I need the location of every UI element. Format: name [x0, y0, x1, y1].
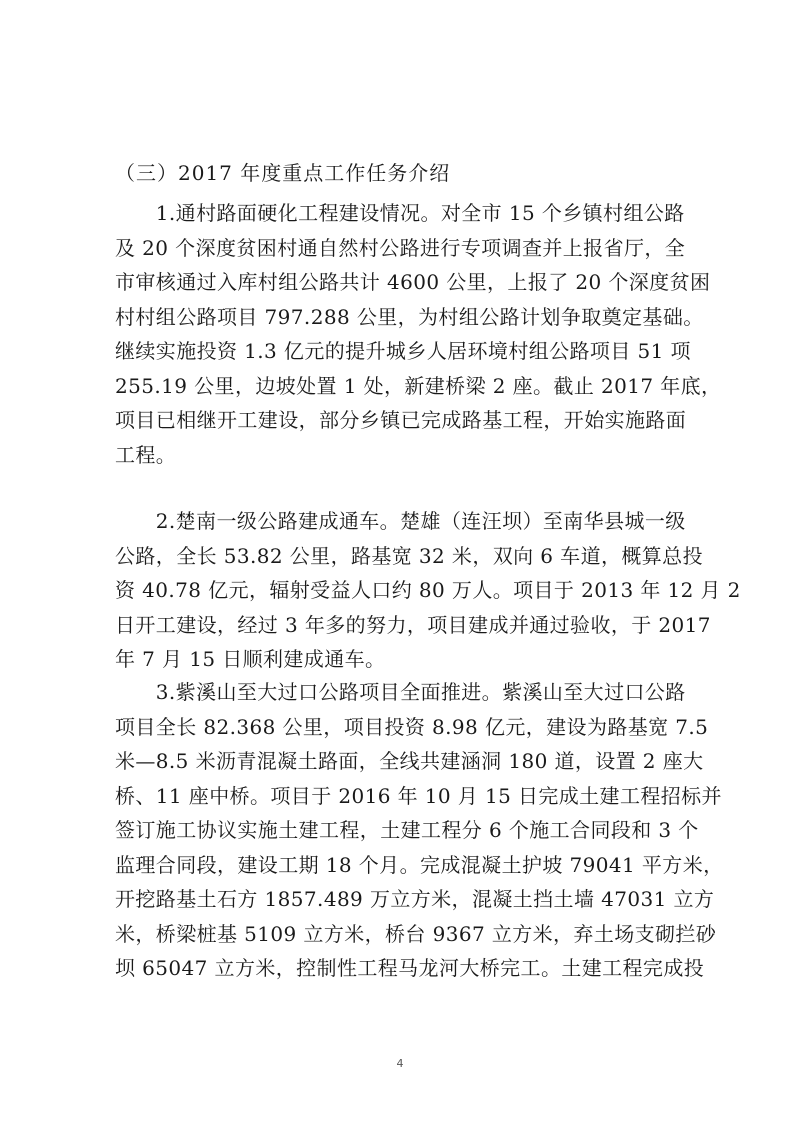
text-line: 项目全长 82.368 公里，项目投资 8.98 亿元，建设为路基宽 7.5 [115, 714, 709, 739]
text-line: 开挖路基土石方 1857.489 万立方米，混凝土挡土墙 47031 立方 [115, 887, 715, 911]
text-line: 桥、11 座中桥。项目于 2016 年 10 月 15 日完成土建工程招标并 [115, 783, 722, 808]
text-line: 1.通村路面硬化工程建设情况。对全市 15 个乡镇村组公路 [115, 201, 685, 225]
text-line: 2.楚南一级公路建成通车。楚雄（连汪坝）至南华县城一级 [115, 509, 686, 533]
text-line: 工程。 [115, 442, 177, 467]
text-line: 年 7 月 15 日顺利建成通车。 [115, 647, 386, 671]
text-line: 签订施工协议实施土建工程，土建工程分 6 个施工合同段和 3 个 [115, 818, 699, 842]
text-line: 市审核通过入库村组公路共计 4600 公里，上报了 20 个深度贫困 [115, 270, 711, 294]
paragraph-zixishan-road [115, 675, 724, 986]
text-line: 项目已相继开工建设，部分乡镇已完成路基工程，开始实施路面 [115, 408, 687, 432]
paragraph-village-roads [115, 196, 722, 472]
text-line: 3.紫溪山至大过口公路项目全面推进。紫溪山至大过口公路 [115, 680, 686, 704]
section-heading: （三）2017 年度重点工作任务介绍 [115, 161, 451, 185]
page-number: 4 [396, 1057, 404, 1070]
paragraph-chunan-highway [115, 504, 741, 677]
text-line: 村村组公路项目 797.288 公里，为村组公路计划争取奠定基础。 [115, 304, 704, 329]
text-line: 255.19 公里，边坡处置 1 处，新建桥梁 2 座。截止 2017 年底， [115, 373, 722, 398]
text-line: 日开工建设，经过 3 年多的努力，项目建成并通过验收，于 2017 [115, 612, 711, 637]
text-line: 继续实施投资 1.3 亿元的提升城乡人居环境村组公路项目 51 项 [115, 339, 691, 363]
text-line: 及 20 个深度贫困村通自然村公路进行专项调查并上报省厅，全 [115, 235, 686, 260]
text-line: 公路，全长 53.82 公里，路基宽 32 米，双向 6 车道，概算总投 [115, 543, 703, 568]
text-line: 坝 65047 立方米，控制性工程马龙河大桥完工。土建工程完成投 [115, 956, 705, 980]
text-line: 资 40.78 亿元，辐射受益人口约 80 万人。项目于 2013 年 12 月 2 [115, 578, 741, 602]
text-line: 米，桥梁桩基 5109 立方米，桥台 9367 立方米，弃土场支砌拦砂 [115, 921, 717, 946]
text-line: 米—8.5 米沥青混凝土路面，全线共建涵洞 180 道，设置 2 座大 [115, 749, 704, 773]
text-line: 监理合同段，建设工期 18 个月。完成混凝土护坡 79041 平方米， [115, 852, 724, 877]
